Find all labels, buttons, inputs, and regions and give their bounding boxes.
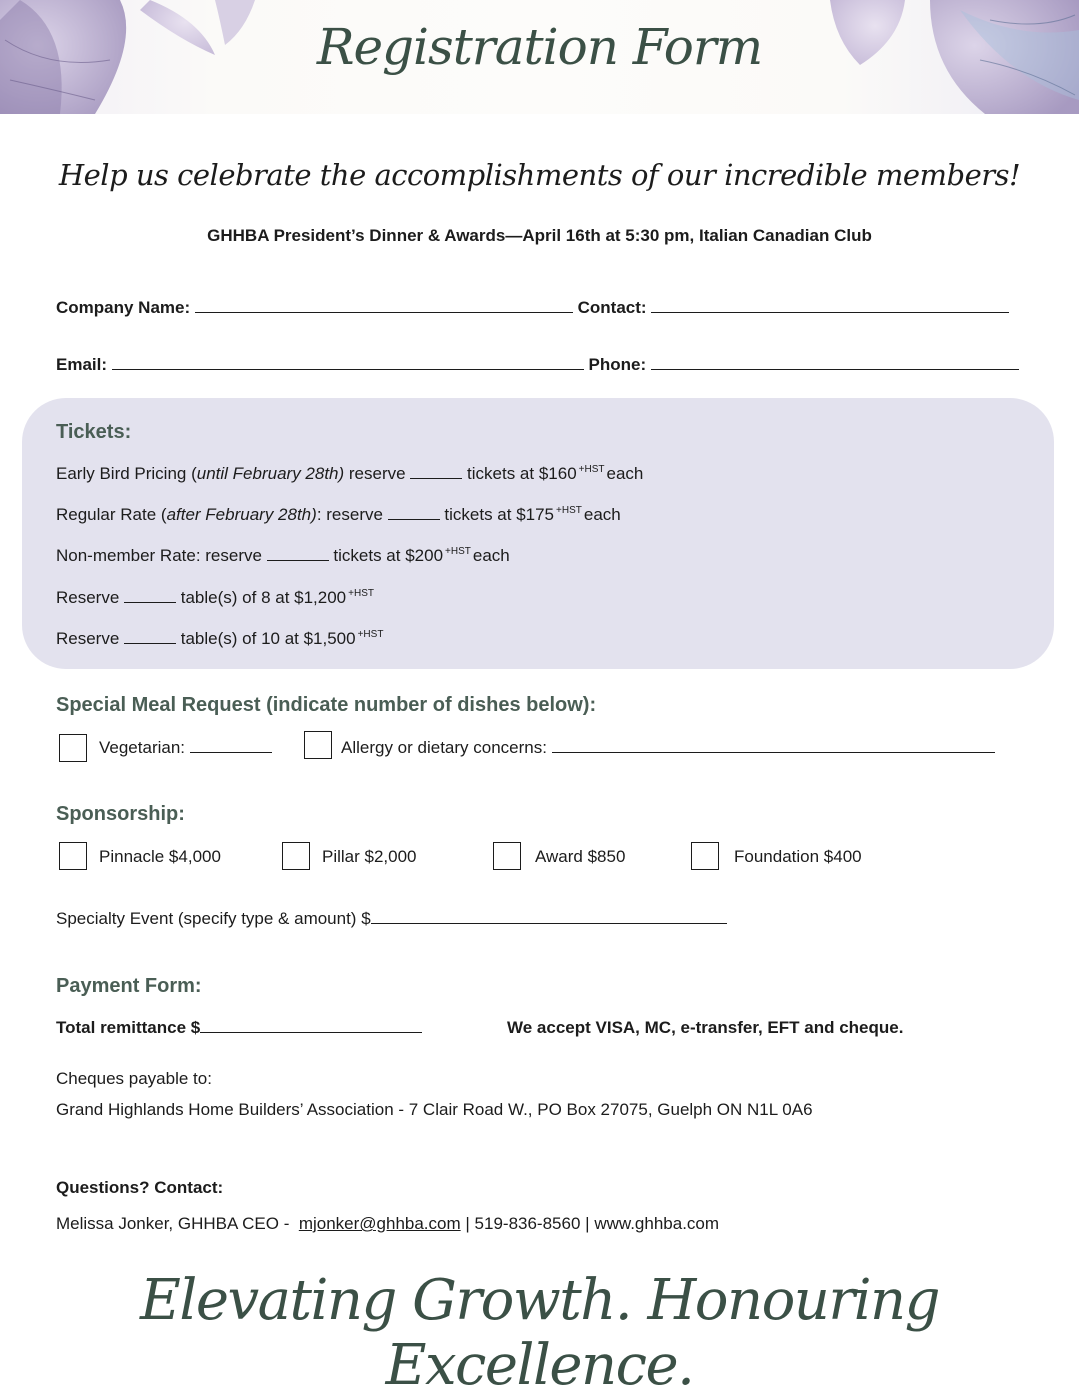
allergy-row [341, 738, 995, 758]
total-remittance-row [56, 1018, 422, 1038]
tickets-title: Tickets: [56, 421, 132, 443]
company-name-field[interactable] [195, 298, 573, 313]
contact-separator: - [278, 1214, 295, 1233]
early-bird-hst: +HST [578, 464, 605, 475]
award-checkbox[interactable] [493, 842, 521, 870]
company-name-row [56, 298, 1009, 318]
table10-hst: +HST [357, 629, 384, 640]
regular-each: each [583, 505, 621, 524]
nonmember-prefix: Non-member Rate: reserve [56, 546, 267, 565]
phone-field[interactable] [651, 355, 1019, 370]
regular-quantity-field[interactable] [388, 505, 440, 520]
table10-price: table(s) of 10 at $1,500 [176, 629, 356, 648]
meal-title: Special Meal Request (indicate number of dishes below): [56, 694, 597, 716]
early-bird-prefix: Early Bird Pricing ( [56, 464, 197, 483]
table10-row [56, 629, 385, 649]
table10-quantity-field[interactable] [124, 629, 176, 644]
nonmember-row [56, 546, 510, 566]
tagline: Help us celebrate the accomplishments of our incredible members! [58, 158, 1021, 192]
early-bird-each: each [606, 464, 644, 483]
table10-prefix: Reserve [56, 629, 125, 648]
pinnacle-label: Pinnacle $4,000 [99, 847, 221, 866]
email-row [56, 355, 1019, 375]
nonmember-each: each [472, 546, 510, 565]
pillar-label: Pillar $2,000 [322, 847, 417, 866]
table8-quantity-field[interactable] [124, 588, 176, 603]
total-remittance-field[interactable] [200, 1018, 422, 1033]
payment-methods: We accept VISA, MC, e-transfer, EFT and cheque. [507, 1018, 904, 1037]
specialty-event-field[interactable] [371, 909, 727, 924]
divider-1: | [465, 1214, 470, 1233]
phone-label: Phone: [588, 355, 647, 374]
regular-prefix: Regular Rate ( [56, 505, 167, 524]
pillar-checkbox[interactable] [282, 842, 310, 870]
early-bird-mid: reserve [344, 464, 411, 483]
company-name-label: Company Name: [56, 298, 191, 317]
header-banner [0, 0, 1079, 114]
contact-name: Melissa Jonker, GHHBA CEO [56, 1214, 279, 1233]
allergy-field[interactable] [552, 738, 995, 753]
cheques-payable-label: Cheques payable to: [56, 1069, 212, 1088]
mailing-address: Grand Highlands Home Builders’ Association - 7 Clair Road W., PO Box 27075, Guelph ON N1L 0A6 [56, 1100, 813, 1119]
contact-info-row [56, 1214, 719, 1234]
contact-email-link[interactable]: mjonker@ghhba.com [298, 1214, 461, 1233]
contact-phone: 519-836-8560 [474, 1214, 581, 1233]
award-label: Award $850 [535, 847, 626, 866]
vegetarian-quantity-field[interactable] [190, 738, 272, 753]
pinnacle-checkbox[interactable] [59, 842, 87, 870]
sponsorship-title: Sponsorship: [56, 803, 185, 825]
allergy-label: Allergy or dietary concerns: [341, 738, 547, 757]
regular-rate-row [56, 505, 621, 525]
specialty-event-label: Specialty Event (specify type & amount) $ [56, 909, 371, 928]
regular-mid: : reserve [316, 505, 388, 524]
total-remittance-label: Total remittance $ [56, 1018, 201, 1037]
table8-price: table(s) of 8 at $1,200 [176, 588, 347, 607]
email-label: Email: [56, 355, 108, 374]
foundation-label: Foundation $400 [734, 847, 862, 866]
nonmember-price: tickets at $200 [328, 546, 444, 565]
early-bird-italic: until February 28th) [196, 464, 345, 483]
early-bird-row [56, 464, 643, 484]
contact-field[interactable] [651, 298, 1009, 313]
regular-hst: +HST [556, 505, 582, 516]
footer-slogan: Elevating Growth. Honouring Excellence. [140, 1268, 939, 1398]
table8-row [56, 588, 376, 608]
specialty-event-row [56, 909, 727, 929]
contact-label: Contact: [577, 298, 647, 317]
email-field[interactable] [112, 355, 584, 370]
allergy-checkbox[interactable] [304, 731, 332, 759]
nonmember-quantity-field[interactable] [267, 546, 329, 561]
foundation-checkbox[interactable] [691, 842, 719, 870]
vegetarian-label: Vegetarian: [99, 738, 186, 757]
regular-price: tickets at $175 [439, 505, 555, 524]
payment-title: Payment Form: [56, 975, 202, 997]
nonmember-hst: +HST [445, 546, 471, 557]
vegetarian-checkbox[interactable] [59, 734, 87, 762]
early-bird-price: tickets at $160 [462, 464, 577, 483]
divider-2: | [585, 1214, 590, 1233]
event-subtitle: GHHBA President’s Dinner & Awards—April 16th at 5:30 pm, Italian Canadian Club [207, 226, 872, 245]
contact-website-link[interactable]: www.ghhba.com [594, 1214, 720, 1233]
table8-prefix: Reserve [56, 588, 125, 607]
questions-title: Questions? Contact: [56, 1178, 224, 1197]
early-bird-quantity-field[interactable] [410, 464, 462, 479]
table8-hst: +HST [348, 588, 374, 599]
regular-italic: after February 28th) [166, 505, 317, 524]
vegetarian-row [99, 738, 272, 758]
page-title: Registration Form [316, 18, 763, 76]
